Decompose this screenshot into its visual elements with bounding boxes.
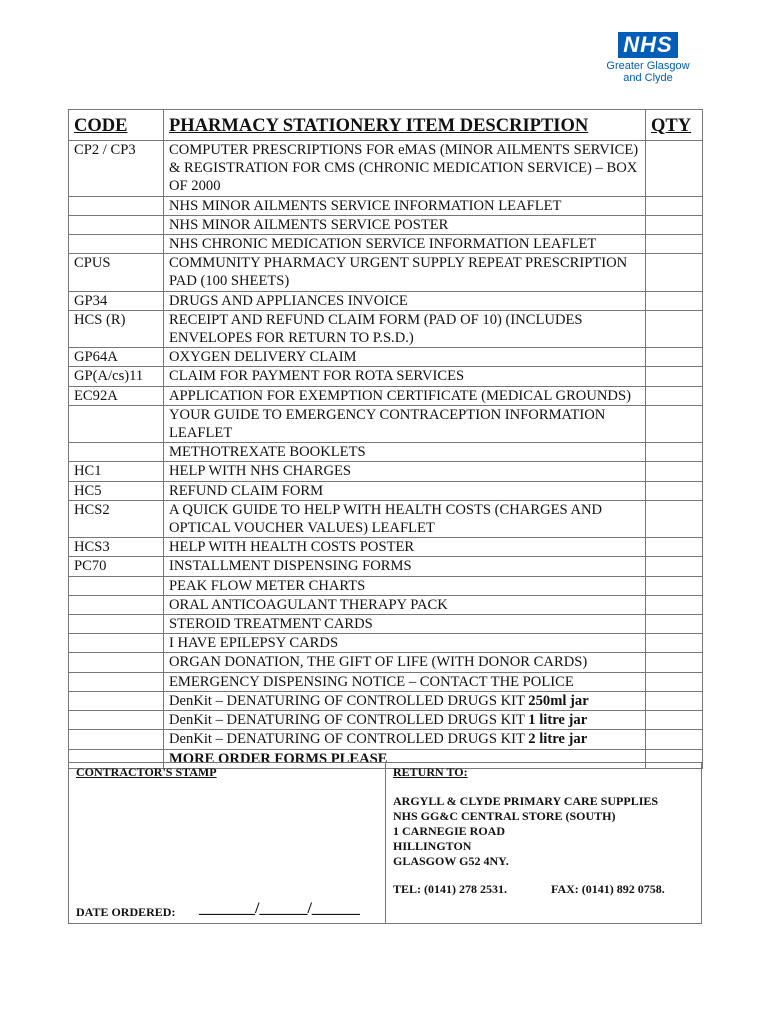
item-code: HCS3	[69, 538, 164, 557]
item-description	[164, 141, 646, 197]
table-row	[69, 730, 703, 749]
item-description-text: DenKit – DENATURING OF CONTROLLED DRUGS KIT	[169, 692, 529, 709]
qty-cell[interactable]	[646, 141, 703, 197]
stationery-table	[68, 109, 703, 769]
nhs-logo-subtitle	[598, 60, 698, 84]
qty-cell[interactable]	[646, 557, 703, 576]
item-description	[164, 481, 646, 500]
order-footer	[68, 762, 702, 924]
item-code	[69, 672, 164, 691]
item-code: HC1	[69, 462, 164, 481]
item-description-text: COMMUNITY PHARMACY URGENT SUPPLY REPEAT PRESCRIPTION PAD (100 SHEETS)	[169, 255, 628, 290]
qty-cell[interactable]	[646, 672, 703, 691]
item-description-text: I HAVE EPILEPSY CARDS	[169, 635, 339, 652]
item-code	[69, 235, 164, 254]
logo-line-1: Greater Glasgow	[606, 60, 690, 72]
qty-cell[interactable]	[646, 386, 703, 405]
item-code	[69, 653, 164, 672]
item-description-text: RECEIPT AND REFUND CLAIM FORM (PAD OF 10) (INCLUDES ENVELOPES FOR RETURN TO P.S.D.)	[169, 311, 583, 347]
item-code	[69, 615, 164, 634]
item-description	[164, 235, 646, 254]
item-description	[164, 653, 646, 672]
address-line: GLASGOW G52 4NY.	[393, 854, 509, 868]
address-line: ARGYLL & CLYDE PRIMARY CARE SUPPLIES	[393, 794, 659, 808]
qty-cell[interactable]	[646, 634, 703, 653]
item-description	[164, 443, 646, 462]
item-code: CPUS	[69, 254, 164, 291]
nhs-logo-mark: NHS	[618, 32, 678, 58]
item-description-text: METHOTREXATE BOOKLETS	[169, 444, 366, 461]
item-code	[69, 215, 164, 234]
table-row	[69, 500, 703, 537]
item-code	[69, 634, 164, 653]
table-row	[69, 462, 703, 481]
table-row	[69, 310, 703, 347]
table-row	[69, 557, 703, 576]
item-description-text: NHS MINOR AILMENTS SERVICE INFORMATION LEAFLET	[169, 197, 562, 214]
address-line: NHS GG&C CENTRAL STORE (SOUTH)	[393, 809, 616, 823]
table-row	[69, 672, 703, 691]
item-description	[164, 557, 646, 576]
item-description-text: REFUND CLAIM FORM	[169, 482, 324, 499]
item-description	[164, 405, 646, 442]
table-header-row	[69, 110, 703, 141]
item-code: PC70	[69, 557, 164, 576]
item-description	[164, 462, 646, 481]
table-row	[69, 291, 703, 310]
item-description	[164, 196, 646, 215]
table-row	[69, 254, 703, 291]
item-description	[164, 254, 646, 291]
item-description	[164, 367, 646, 386]
logo-line-2: and Clyde	[623, 72, 673, 84]
item-description	[164, 672, 646, 691]
qty-cell[interactable]	[646, 235, 703, 254]
return-to-label: RETURN TO:	[393, 765, 468, 779]
table-row	[69, 367, 703, 386]
item-code	[69, 443, 164, 462]
item-code: HCS (R)	[69, 310, 164, 347]
item-code: HC5	[69, 481, 164, 500]
item-description	[164, 348, 646, 367]
qty-cell[interactable]	[646, 196, 703, 215]
table-row	[69, 595, 703, 614]
qty-cell[interactable]	[646, 310, 703, 347]
qty-cell[interactable]	[646, 291, 703, 310]
date-ordered-label: DATE ORDERED:	[76, 905, 176, 919]
qty-cell[interactable]	[646, 595, 703, 614]
item-description	[164, 711, 646, 730]
qty-cell[interactable]	[646, 481, 703, 500]
table-row	[69, 711, 703, 730]
table-row	[69, 653, 703, 672]
item-description	[164, 500, 646, 537]
description-header: PHARMACY STATIONERY ITEM DESCRIPTION	[164, 110, 646, 141]
table-row	[69, 443, 703, 462]
item-description-text: EMERGENCY DISPENSING NOTICE – CONTACT THE POLICE	[169, 673, 574, 690]
item-size: 250ml jar	[528, 692, 589, 709]
nhs-logo	[598, 28, 698, 96]
address-line: 1 CARNEGIE ROAD	[393, 824, 506, 838]
table-row	[69, 235, 703, 254]
item-code: HCS2	[69, 500, 164, 537]
item-code	[69, 691, 164, 710]
item-description	[164, 634, 646, 653]
table-row	[69, 615, 703, 634]
item-description-text: DenKit – DENATURING OF CONTROLLED DRUGS KIT	[169, 731, 529, 748]
item-code	[69, 730, 164, 749]
item-description-text: MORE ORDER FORMS PLEASE	[169, 750, 388, 767]
qty-cell[interactable]	[646, 538, 703, 557]
qty-cell[interactable]	[646, 500, 703, 537]
qty-cell[interactable]	[646, 215, 703, 234]
telephone: TEL: (0141) 278 2531.	[393, 882, 507, 896]
item-description-text: NHS MINOR AILMENTS SERVICE POSTER	[169, 216, 449, 233]
qty-cell[interactable]	[646, 462, 703, 481]
footer-divider	[385, 763, 386, 923]
item-description-text: A QUICK GUIDE TO HELP WITH HEALTH COSTS (CHARGES AND OPTICAL VOUCHER VALUES) LEAFLET	[169, 501, 603, 537]
item-code	[69, 405, 164, 442]
item-description-text: PEAK FLOW METER CHARTS	[169, 577, 366, 594]
table-row	[69, 386, 703, 405]
table-row	[69, 481, 703, 500]
item-description-text: YOUR GUIDE TO EMERGENCY CONTRACEPTION INFORMATION LEAFLET	[169, 406, 606, 442]
item-description-text: HELP WITH NHS CHARGES	[169, 463, 352, 480]
item-code	[69, 576, 164, 595]
item-description	[164, 730, 646, 749]
qty-cell[interactable]	[646, 254, 703, 291]
table-row	[69, 576, 703, 595]
item-description-text: DRUGS AND APPLIANCES INVOICE	[169, 292, 408, 309]
table-row	[69, 538, 703, 557]
item-size: 2 litre jar	[528, 731, 588, 748]
qty-cell[interactable]	[646, 443, 703, 462]
qty-cell[interactable]	[646, 348, 703, 367]
item-description-text: OXYGEN DELIVERY CLAIM	[169, 349, 357, 366]
item-description	[164, 310, 646, 347]
item-code: GP34	[69, 291, 164, 310]
fax: FAX: (0141) 892 0758.	[551, 882, 665, 896]
item-description-text: INSTALLMENT DISPENSING FORMS	[169, 558, 412, 575]
date-ordered-field[interactable]: _______/______/______	[199, 900, 360, 917]
item-code	[69, 196, 164, 215]
table-row	[69, 141, 703, 197]
item-description	[164, 615, 646, 634]
qty-cell[interactable]	[646, 711, 703, 730]
return-address	[393, 794, 658, 869]
item-description	[164, 691, 646, 710]
item-description-text: HELP WITH HEALTH COSTS POSTER	[169, 539, 415, 556]
qty-cell[interactable]	[646, 653, 703, 672]
code-header: CODE	[69, 110, 164, 141]
table-row	[69, 348, 703, 367]
item-description-text: DenKit – DENATURING OF CONTROLLED DRUGS KIT	[169, 712, 529, 729]
item-code: EC92A	[69, 386, 164, 405]
table-row	[69, 196, 703, 215]
qty-cell[interactable]	[646, 615, 703, 634]
item-code	[69, 595, 164, 614]
qty-header: QTY	[646, 110, 703, 141]
table-row	[69, 215, 703, 234]
item-description-text: ORGAN DONATION, THE GIFT OF LIFE (WITH DONOR CARDS)	[169, 654, 588, 671]
qty-cell[interactable]	[646, 367, 703, 386]
item-code: CP2 / CP3	[69, 141, 164, 197]
table-row	[69, 634, 703, 653]
item-description	[164, 576, 646, 595]
item-code: GP(A/cs)11	[69, 367, 164, 386]
item-description-text: COMPUTER PRESCRIPTIONS FOR eMAS (MINOR AILMENTS SERVICE) & REGISTRATION FOR CMS (CHRONIC MEDICATION SERVICE) – BOX OF 2000	[169, 142, 639, 195]
item-description-text: APPLICATION FOR EXEMPTION CERTIFICATE (MEDICAL GROUNDS)	[169, 387, 631, 404]
qty-cell[interactable]	[646, 576, 703, 595]
item-size: 1 litre jar	[528, 712, 588, 729]
item-description	[164, 386, 646, 405]
table-row	[69, 405, 703, 442]
qty-cell[interactable]	[646, 405, 703, 442]
item-description	[164, 215, 646, 234]
item-description-text: ORAL ANTICOAGULANT THERAPY PACK	[169, 596, 448, 613]
contractor-stamp-label: CONTRACTOR'S STAMP	[76, 765, 217, 779]
item-code: GP64A	[69, 348, 164, 367]
item-description-text: STEROID TREATMENT CARDS	[169, 616, 373, 633]
address-line: HILLINGTON	[393, 839, 472, 853]
item-description-text: CLAIM FOR PAYMENT FOR ROTA SERVICES	[169, 368, 465, 385]
item-description	[164, 291, 646, 310]
item-description	[164, 595, 646, 614]
qty-cell[interactable]	[646, 691, 703, 710]
qty-cell[interactable]	[646, 730, 703, 749]
item-description	[164, 538, 646, 557]
item-code	[69, 711, 164, 730]
item-description-text: NHS CHRONIC MEDICATION SERVICE INFORMATION LEAFLET	[169, 236, 597, 253]
table-row	[69, 691, 703, 710]
